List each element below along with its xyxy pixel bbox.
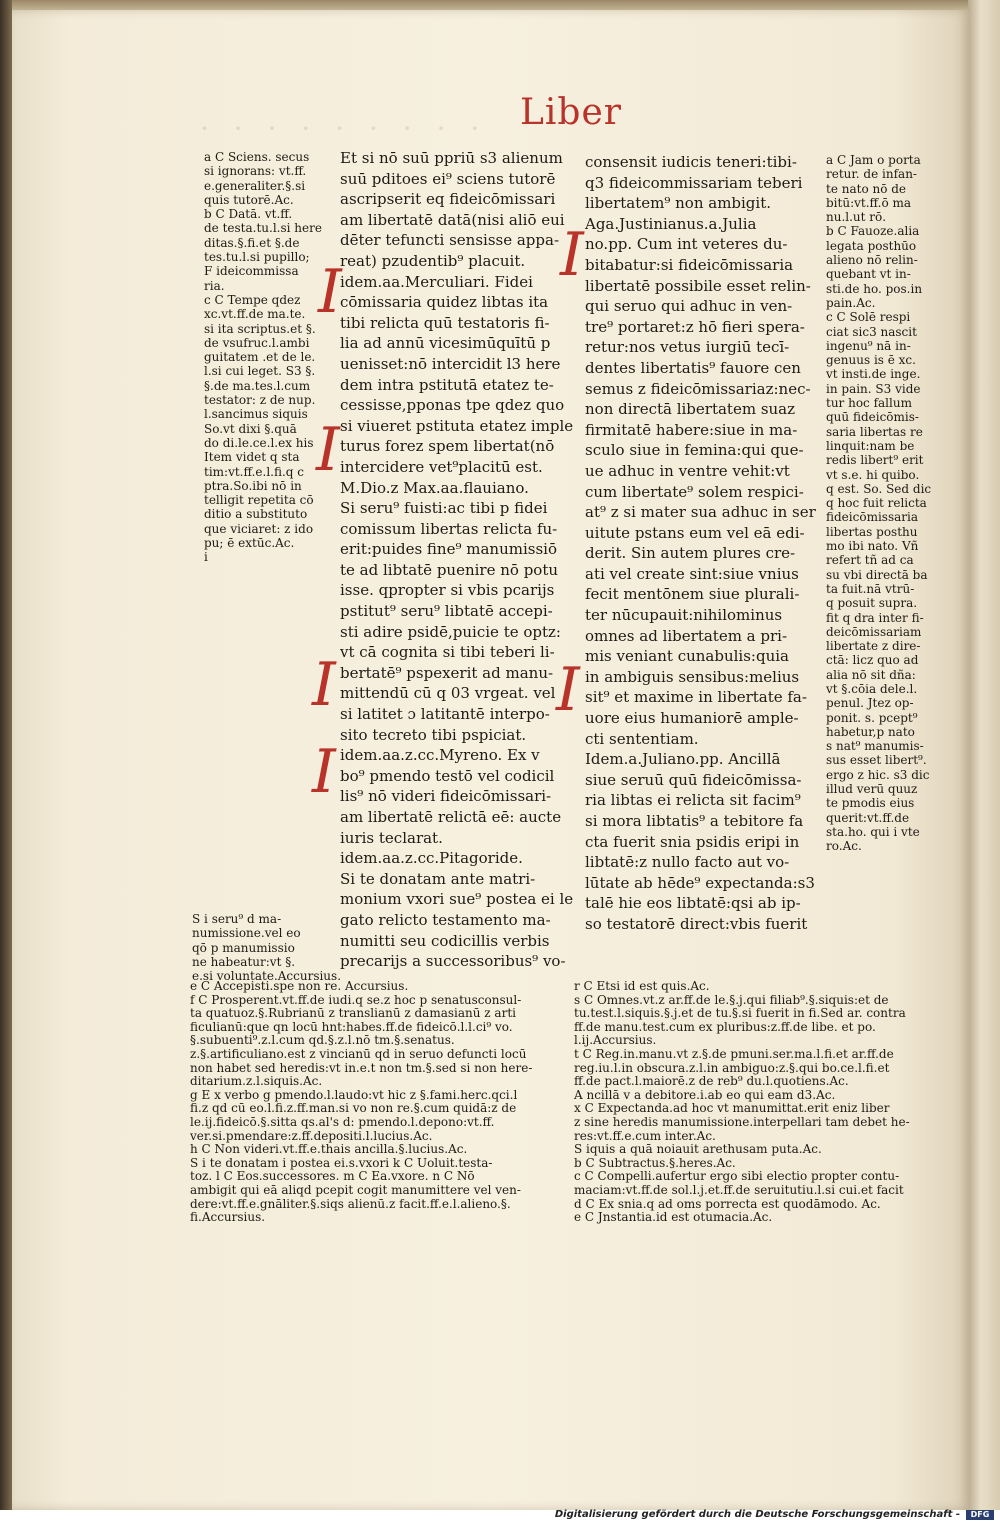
gloss-line: tur hoc fallum xyxy=(826,396,912,411)
gloss-line: testator: z de nup. xyxy=(204,393,316,408)
text-line: tre⁹ portaret:z hō fieri spera- xyxy=(585,317,805,336)
gloss-line: §.de ma.tes.l.cum xyxy=(204,378,311,393)
gloss-line: c C Tempe qdez xyxy=(204,292,301,307)
gloss-line: si ita scriptus.et §. xyxy=(204,321,316,336)
gloss-line: i xyxy=(204,550,208,565)
gloss-line: que viciaret: z ido xyxy=(204,521,314,536)
gloss-line: ria. xyxy=(204,278,225,293)
gloss-line: numissione.vel eo xyxy=(192,926,301,941)
main-text-column-2 xyxy=(585,152,816,935)
text-line: bitabatur:si fideicōmissaria xyxy=(585,255,794,274)
text-line: non directā libertatem suaz xyxy=(585,400,796,419)
gloss-line: de testa.tu.l.si here xyxy=(204,221,322,236)
text-line: cōmissaria quidez libtas ita xyxy=(340,293,549,312)
gloss-line: in pain. S3 vide xyxy=(826,381,921,396)
text-line: ter nūcupauit:nihilominus xyxy=(585,606,783,625)
gloss-line: mo ibi nato. Vñ xyxy=(826,539,919,554)
gloss-line: qō p manumissio xyxy=(192,940,295,955)
text-line: firmitatē habere:siue in ma- xyxy=(585,420,798,439)
gloss-line: e.si voluntate.Accursius. xyxy=(192,969,342,984)
text-line: cta fuerit snia psidis eripi in xyxy=(585,832,800,851)
text-line: mittendū cū q 03 vrgeat. vel xyxy=(340,684,556,703)
red-initial-1: I xyxy=(318,257,342,327)
gloss-line: alia nō sit dña: xyxy=(826,667,916,682)
gloss-line: res:vt.ff.e.cum inter.Ac. xyxy=(574,1128,716,1143)
facing-page-edge xyxy=(968,0,1000,1510)
gloss-line: fi.z qd cū eo.l.fi.z.ff.man.si vo non re.§.cum quidā:z de xyxy=(190,1101,517,1116)
gloss-line: ponit. s. pcept⁹ xyxy=(826,710,918,725)
gloss-line: b C Fauoze.alia xyxy=(826,224,920,239)
text-line: Si te donatam ante matri- xyxy=(340,869,536,888)
gloss-line: b C Subtractus.§.heres.Ac. xyxy=(574,1155,736,1170)
text-line: idem.aa.Merculiari. Fidei xyxy=(340,272,533,291)
text-line: at⁹ z si mater sua adhuc in ser xyxy=(585,503,816,522)
gloss-line: l.si cui leget. S3 §. xyxy=(204,364,316,379)
gloss-line: querit:vt.ff.de xyxy=(826,810,910,825)
text-line: qui seruo qui adhuc in ven- xyxy=(585,297,793,316)
page-heading: Liber xyxy=(520,92,622,133)
gloss-line: vt s.e. hi quibo. xyxy=(826,467,920,482)
red-initial-3: I xyxy=(312,650,336,720)
text-line: iuris teclarat. xyxy=(340,828,443,847)
text-line: numitti seu codicillis verbis xyxy=(340,931,550,950)
gloss-line: ciat sic3 nascit xyxy=(826,324,917,339)
bottom-gloss-right xyxy=(574,980,934,1225)
gloss-line: pu; ē extūc.Ac. xyxy=(204,536,295,551)
text-line: talē hie eos libtatē:qsi ab ip- xyxy=(585,894,801,913)
text-line: monium vxori sue⁹ postea ei le xyxy=(340,890,574,909)
gloss-line: pain.Ac. xyxy=(826,295,876,310)
gloss-line: quū fideicōmis- xyxy=(826,410,919,425)
text-line: cum libertate⁹ solem respici- xyxy=(585,482,804,501)
gloss-line: vt §.cōia dele.l. xyxy=(826,681,918,696)
gloss-line: non habet sed heredis:vt in.e.t non tm.§.sed si non here- xyxy=(190,1060,533,1075)
gloss-line: ff.de manu.test.cum ex pluribus:z.ff.de libe. et po. xyxy=(574,1019,876,1034)
gloss-line: le.ij.fideicō.§.sitta qs.al's d: pmendo.l.depono:vt.ff. xyxy=(190,1114,495,1129)
gloss-line: h C Non videri.vt.ff.e.thais ancilla.§.lucius.Ac. xyxy=(190,1142,468,1157)
gloss-line: r C Etsi id est quis.Ac. xyxy=(574,979,710,993)
gloss-line: g E x verbo g pmendo.l.laudo:vt hic z §.fami.herc.qci.l xyxy=(190,1087,518,1102)
gloss-line: d C Ex snia.q ad oms porrecta est quodāmodo. Ac. xyxy=(574,1196,881,1211)
text-line: sit⁹ et maxime in libertate fa- xyxy=(585,688,807,707)
text-line: bertatē⁹ pspexerit ad manu- xyxy=(340,663,554,682)
gloss-line: fideicōmissaria xyxy=(826,510,918,525)
text-line: dem intra pstitutā etatez te- xyxy=(340,375,554,394)
gloss-line: q est. So. Sed dic xyxy=(826,481,932,496)
text-line: consensit iudicis teneri:tibi- xyxy=(585,153,797,171)
gloss-line: penul. Jtez op- xyxy=(826,696,914,711)
right-gloss xyxy=(826,153,934,854)
gloss-line: ctā: licz quo ad xyxy=(826,653,919,668)
text-line: idem.aa.z.cc.Pitagoride. xyxy=(340,849,523,868)
gloss-line: tes.tu.l.si pupillo; xyxy=(204,250,310,265)
gloss-line: dere:vt.ff.e.gnāliter.§.siqs alienū.z facit.ff.e.l.alieno.§. xyxy=(190,1196,511,1211)
text-line: isse. qpropter si vbis pcarijs xyxy=(340,581,555,600)
red-initial-5: I xyxy=(560,220,584,290)
text-line: intercidere vet⁹placitū est. xyxy=(340,457,543,476)
gloss-line: maciam:vt.ff.de sol.l.j.et.ff.de seruitutiu.l.si cui.et facit xyxy=(574,1182,904,1197)
gloss-line: habetur,p nato xyxy=(826,724,915,739)
gloss-line: ditarium.z.l.siquis.Ac. xyxy=(190,1074,323,1089)
text-line: am libertatē datā(nisi aliō eui xyxy=(340,210,565,229)
gloss-line: ptra.So.ibi nō in xyxy=(204,478,302,493)
gloss-line: te nato nō de xyxy=(826,181,907,196)
gloss-line: reg.iu.l.in obscura.z.l.in ambiguo:z.§.qui bo.ce.l.fi.et xyxy=(574,1060,890,1075)
text-line: retur:nos vetus iurgiū tecī- xyxy=(585,338,790,357)
book-binding-edge xyxy=(0,0,12,1510)
text-line: sculo siue in femina:qui que- xyxy=(585,441,804,460)
bleed-through-text: · · · · · · · · · xyxy=(200,112,488,145)
gloss-line: su vbi directā ba xyxy=(826,567,928,582)
gloss-line: do di.le.ce.l.ex his xyxy=(204,435,314,450)
gloss-line: F ideicommissa xyxy=(204,264,299,279)
text-line: tibi relicta quū testatoris fi- xyxy=(340,313,550,332)
text-line: turus forez spem libertat(nō xyxy=(340,437,555,456)
text-line: reat) pzudentib⁹ placuit. xyxy=(340,251,526,270)
gloss-line: quis tutorē.Ac. xyxy=(204,192,294,207)
text-line: no.pp. Cum int veteres du- xyxy=(585,235,788,254)
gloss-line: a C Sciens. secus xyxy=(204,150,310,164)
text-line: idem.aa.z.cc.Myreno. Ex v xyxy=(340,746,540,765)
gloss-line: a C Jam o porta xyxy=(826,153,921,167)
gloss-line: ne habeatur:vt §. xyxy=(192,954,296,969)
gloss-line: ro.Ac. xyxy=(826,839,862,854)
text-line: uitute pstans eum vel eā edi- xyxy=(585,523,805,542)
gloss-line: guitatem .et de le. xyxy=(204,350,316,365)
gloss-line: si ignorans: vt.ff. xyxy=(204,164,307,179)
text-line: q3 fideicommissariam teberi xyxy=(585,173,803,192)
gloss-line: ff.de pact.l.maiorē.z de reb⁹ du.l.quotiens.Ac. xyxy=(574,1074,849,1089)
gloss-line: Item videt q sta xyxy=(204,450,300,465)
text-line: omnes ad libertatem a pri- xyxy=(585,626,788,645)
gloss-line: vt insti.de inge. xyxy=(826,367,921,382)
gloss-line: q hoc fuit relicta xyxy=(826,496,927,511)
digitization-credit: Digitalisierung gefördert durch die Deutsche Forschungsgemeinschaft - xyxy=(554,1509,960,1520)
gloss-line: telligit repetita cō xyxy=(204,493,314,508)
gloss-line: libertas posthu xyxy=(826,524,918,539)
gloss-line: t C Reg.in.manu.vt z.§.de pmuni.ser.ma.l.fi.et ar.ff.de xyxy=(574,1046,894,1061)
gloss-line: z.§.artificuliano.est z vincianū qd in seruo defuncti locū xyxy=(190,1046,527,1061)
text-line: uore eius humaniorē ample- xyxy=(585,709,799,728)
gloss-line: tu.test.l.siquis.§.j.et de tu.§.si fuerit in fi.Sed ar. contra xyxy=(574,1006,906,1021)
gloss-line: s nat⁹ manumis- xyxy=(826,739,924,754)
gloss-line: saria libertas re xyxy=(826,424,923,439)
gloss-line: c C Solē respi xyxy=(826,310,911,325)
text-line: so testatorē direct:vbis fuerit xyxy=(585,914,808,933)
text-line: lia ad annū vicesimūquītū p xyxy=(340,334,551,353)
text-line: libertatem⁹ non ambigit. xyxy=(585,194,772,213)
gloss-line: fit q dra inter fi- xyxy=(826,610,924,625)
gloss-line: refert tñ ad ca xyxy=(826,553,914,568)
text-line: ria libtas ei relicta sit facim⁹ xyxy=(585,791,801,810)
gloss-line: x C Expectanda.ad hoc vt manumittat.erit eniz liber xyxy=(574,1101,890,1116)
gloss-line: S iquis a quā noiauit arethusam puta.Ac. xyxy=(574,1142,822,1157)
text-line: ati vel create sint:siue vnius xyxy=(585,564,799,583)
gloss-line: alieno nō relin- xyxy=(826,253,918,268)
gloss-line: ergo z hic. s3 dic xyxy=(826,767,930,782)
text-line: uenisset:nō intercidit l3 here xyxy=(340,354,561,373)
gloss-line: z sine heredis manumissione.interpellari tam debet he- xyxy=(574,1114,910,1129)
text-line: Si seru⁹ fuisti:ac tibi p fidei xyxy=(340,499,548,518)
text-line: comissum libertas relicta fu- xyxy=(340,519,558,538)
text-line: te ad libtatē puenire nō potu xyxy=(340,560,559,579)
gloss-line: sta.ho. qui i vte xyxy=(826,824,920,839)
gloss-line: e C Jnstantia.id est otumacia.Ac. xyxy=(574,1210,773,1225)
gloss-line: §.subuenti⁹.z.l.cum qd.§.z.l.nō tm.§.senatus. xyxy=(190,1033,455,1048)
gloss-line: quebant vt in- xyxy=(826,267,911,282)
gloss-line: bitū:vt.ff.ō ma xyxy=(826,195,912,210)
text-line: Aga.Justinianus.a.Julia xyxy=(585,214,757,233)
gloss-line: sus esset libert⁹. xyxy=(826,753,927,768)
text-line: derit. Sin autem plures cre- xyxy=(585,544,796,563)
gloss-line: f C Prosperent.vt.ff.de iudi.q se.z hoc p senatusconsul- xyxy=(190,992,522,1007)
gloss-line: b C Datā. vt.ff. xyxy=(204,207,293,222)
text-line: cti sententiam. xyxy=(585,729,699,748)
text-line: cessisse,pponas tpe qdez quo xyxy=(340,396,565,415)
red-initial-4: I xyxy=(312,737,336,807)
gloss-line: S i seru⁹ d ma- xyxy=(192,912,282,926)
gloss-line: legata posthūo xyxy=(826,238,917,253)
red-initial-2: I xyxy=(316,415,340,485)
gloss-line: ditas.§.fi.et §.de xyxy=(204,235,300,250)
gloss-line: l.sancimus siquis xyxy=(204,407,308,422)
text-line: si latitet ɔ latitantē interpo- xyxy=(340,705,550,724)
text-line: dēter tefuncti sensisse appa- xyxy=(340,231,560,250)
gloss-line: de vsufruc.l.ambi xyxy=(204,335,310,350)
text-line: Et si nō suū ppriū s3 alienum xyxy=(340,149,563,167)
gloss-line: s C Omnes.vt.z ar.ff.de le.§.j.qui filiab⁹.§.siquis:et de xyxy=(574,992,889,1007)
text-line: libertatē possibile esset relin- xyxy=(585,276,811,295)
gloss-line: q posuit supra. xyxy=(826,596,918,611)
text-line: vt cā cognita si tibi teberi li- xyxy=(340,643,555,662)
gloss-line: e C Accepisti.spe non re. Accursius. xyxy=(190,979,409,993)
gloss-line: l.ij.Accursius. xyxy=(574,1033,657,1048)
text-line: libtatē:z nullo facto aut vo- xyxy=(585,853,790,872)
text-line: si mora libtatis⁹ a tebitore fa xyxy=(585,812,804,830)
text-line: precarijs a successoribus⁹ vo- xyxy=(340,952,566,971)
gloss-line: redis libert⁹ erit xyxy=(826,453,924,468)
left-gloss xyxy=(204,150,324,565)
text-line: erit:puides fine⁹ manumissiō xyxy=(340,540,557,559)
gloss-line: tim:vt.ff.e.l.fi.q c xyxy=(204,464,305,479)
gloss-line: ver.si.pmendare:z.ff.depositi.l.lucius.Ac. xyxy=(190,1128,433,1143)
red-initial-6: I xyxy=(556,655,580,725)
gloss-line: ditio a substituto xyxy=(204,507,308,522)
gloss-line: toz. l C Eos.successores. m C Ea.vxore. n C Nō xyxy=(190,1169,475,1184)
text-line: ue adhuc in ventre vehit:vt xyxy=(585,461,790,480)
gloss-line: ficulianū:que qn locū hnt:habes.ff.de fideicō.l.l.ci⁹ vo. xyxy=(190,1019,513,1034)
gloss-line: ambigit qui eā aliqd pcepit cogit manumittere vel ven- xyxy=(190,1182,521,1197)
gloss-line: libertate z dire- xyxy=(826,639,921,654)
bottom-gloss-left xyxy=(190,980,550,1225)
gloss-line: sti.de ho. pos.in xyxy=(826,281,923,296)
gloss-line: ta quatuoz.§.Rubrianū z translianū z damasianū z arti xyxy=(190,1006,516,1021)
text-line: sti adire psidē,puicie te optz: xyxy=(340,622,561,641)
text-line: ascripserit eq fideicōmissari xyxy=(340,190,556,209)
text-line: gato relicto testamento ma- xyxy=(340,910,551,929)
text-line: pstitut⁹ seru⁹ libtatē accepi- xyxy=(340,602,553,621)
gloss-line: linquit:nam be xyxy=(826,438,915,453)
gloss-line: ta fuit.nā vtrū- xyxy=(826,581,915,596)
text-line: semus z fideicōmissariaz:nec- xyxy=(585,379,811,398)
gloss-line: nu.l.ut rō. xyxy=(826,210,887,225)
dfg-logo: DFG xyxy=(966,1510,994,1520)
gloss-line: c C Compelli.aufertur ergo sibi electio propter contu- xyxy=(574,1169,900,1184)
text-line: lūtate ab hēde⁹ expectanda:s3 xyxy=(585,873,815,892)
text-line: lis⁹ nō videri fideicōmissari- xyxy=(340,787,552,806)
gloss-line: te pmodis eius xyxy=(826,796,915,811)
text-line: Idem.a.Juliano.pp. Ancillā xyxy=(585,750,781,769)
gloss-line: S i te donatam i postea ei.s.vxori k C Uoluit.testa- xyxy=(190,1155,493,1170)
text-line: si viueret pstituta etatez imple xyxy=(340,416,574,435)
text-line: in ambiguis sensibus:melius xyxy=(585,667,800,686)
text-line: fecit mentōnem siue plurali- xyxy=(585,585,800,604)
left-lower-gloss xyxy=(192,912,342,984)
gloss-line: e.generaliter.§.si xyxy=(204,178,306,193)
gloss-line: deicōmissariam xyxy=(826,624,922,639)
text-line: bo⁹ pmendo testō vel codicil xyxy=(340,766,555,785)
text-line: suū pditoes ei⁹ sciens tutorē xyxy=(340,169,556,188)
gloss-line: ingenu⁹ nā in- xyxy=(826,338,911,353)
gloss-line: fi.Accursius. xyxy=(190,1210,266,1225)
gloss-line: So.vt dixi §.quā xyxy=(204,421,297,436)
gloss-line: xc.vt.ff.de ma.te. xyxy=(204,307,306,322)
gloss-line: retur. de infan- xyxy=(826,167,917,182)
gloss-line: genuus is ē xc. xyxy=(826,353,916,368)
main-text-column-1 xyxy=(340,148,574,972)
text-line: sito tecreto tibi pspiciat. xyxy=(340,725,527,744)
text-line: mis veniant cunabulis:quia xyxy=(585,647,789,666)
gloss-line: A ncillā v a debitore.i.ab eo qui eam d3.Ac. xyxy=(574,1087,836,1102)
gloss-line: illud verū quuz xyxy=(826,782,918,797)
text-line: M.Dio.z Max.aa.flauiano. xyxy=(340,478,529,497)
text-line: dentes libertatis⁹ fauore cen xyxy=(585,358,801,377)
text-line: siue seruū quū fideicōmissa- xyxy=(585,770,802,789)
text-line: am libertatē relictā eē: aucte xyxy=(340,808,562,826)
